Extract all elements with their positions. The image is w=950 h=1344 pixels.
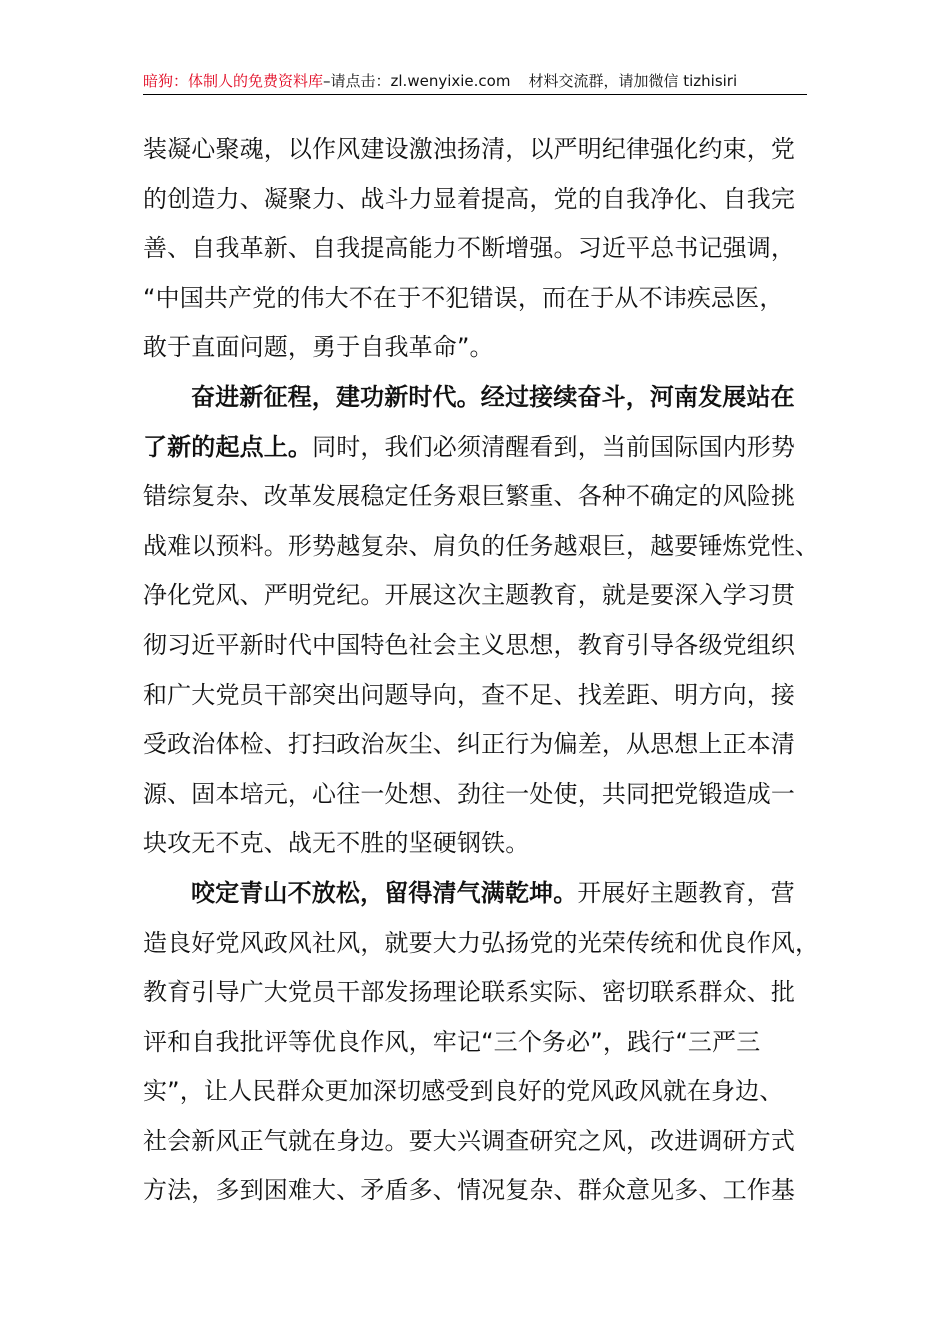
text-line: 方法，多到困难大、矛盾多、情况复杂、群众意见多、工作基 <box>143 1176 796 1205</box>
text-line <box>143 423 807 473</box>
text-line: 战难以预料。形势越复杂、肩负的任务越艰巨，越要锤炼党性、 <box>143 531 820 560</box>
text-line: 实”，让人民群众更加深切感受到良好的党风政风就在身边、 <box>143 1077 784 1106</box>
header-link-text[interactable]: –请点击：zl.wenyixie.com <box>323 72 511 90</box>
text-line: 净化党风、严明党纪。开展这次主题教育，就是要深入学习贯 <box>143 581 796 610</box>
text-line: 评和自我批评等优良作风，牢记“三个务必”，践行“三严三 <box>143 1027 761 1056</box>
text-line: 装凝心聚魂，以作风建设激浊扬清，以严明纪律强化约束，党 <box>143 135 796 163</box>
text-line <box>143 869 807 919</box>
text-line: 和广大党员干部突出问题导向，查不足、找差距、明方向，接 <box>143 680 796 709</box>
text-line: 教育引导广大党员干部发扬理论联系实际、密切联系群众、批 <box>143 978 796 1007</box>
text-line: 块攻无不克、战无不胜的坚硬钢铁。 <box>143 829 530 858</box>
document-body <box>143 125 820 1216</box>
text-line: 源、固本培元，心往一处想、劲往一处使，共同把党锻造成一 <box>143 779 796 808</box>
text-line: 的创造力、凝聚力、战斗力显着提高，党的自我净化、自我完 <box>143 184 796 213</box>
paragraph-heading: 咬定青山不放松，留得清气满乾坤。 <box>191 878 578 907</box>
text-line: 敢于直面问题，勇于自我革命”。 <box>143 333 494 362</box>
text-line: 错综复杂、改革发展稳定任务艰巨繁重、各种不确定的风险挑 <box>143 482 796 511</box>
text-line: 造良好党风政风社风，就要大力弘扬党的光荣传统和优良作风， <box>143 928 820 957</box>
header-promo-text: 暗狗：体制人的免费资料库 <box>143 72 324 90</box>
text-line: 受政治体检、打扫政治灰尘、纠正行为偏差，从思想上正本清 <box>143 730 796 759</box>
text-run: 开展好主题教育，营 <box>577 878 795 907</box>
text-line: 社会新风正气就在身边。要大兴调查研究之风，改进调研方式 <box>143 1126 796 1155</box>
text-line: 彻习近平新时代中国特色社会主义思想，教育引导各级党组织 <box>143 630 796 659</box>
text-run: 同时，我们必须清醒看到，当前国际国内形势 <box>312 432 796 461</box>
paragraph-heading-line: 奋进新征程，建功新时代。经过接续奋斗，河南发展站在 <box>191 382 795 411</box>
text-line: “中国共产党的伟大不在于不犯错误，而在于从不讳疾忌医， <box>143 283 784 312</box>
paragraph-heading-end: 了新的起点上。 <box>143 432 313 461</box>
header-contact-text: 材料交流群，请加微信 tizhisiri <box>528 72 738 90</box>
text-line: 善、自我革新、自我提高能力不断增强。习近平总书记强调， <box>143 234 796 263</box>
page-header <box>143 68 807 95</box>
